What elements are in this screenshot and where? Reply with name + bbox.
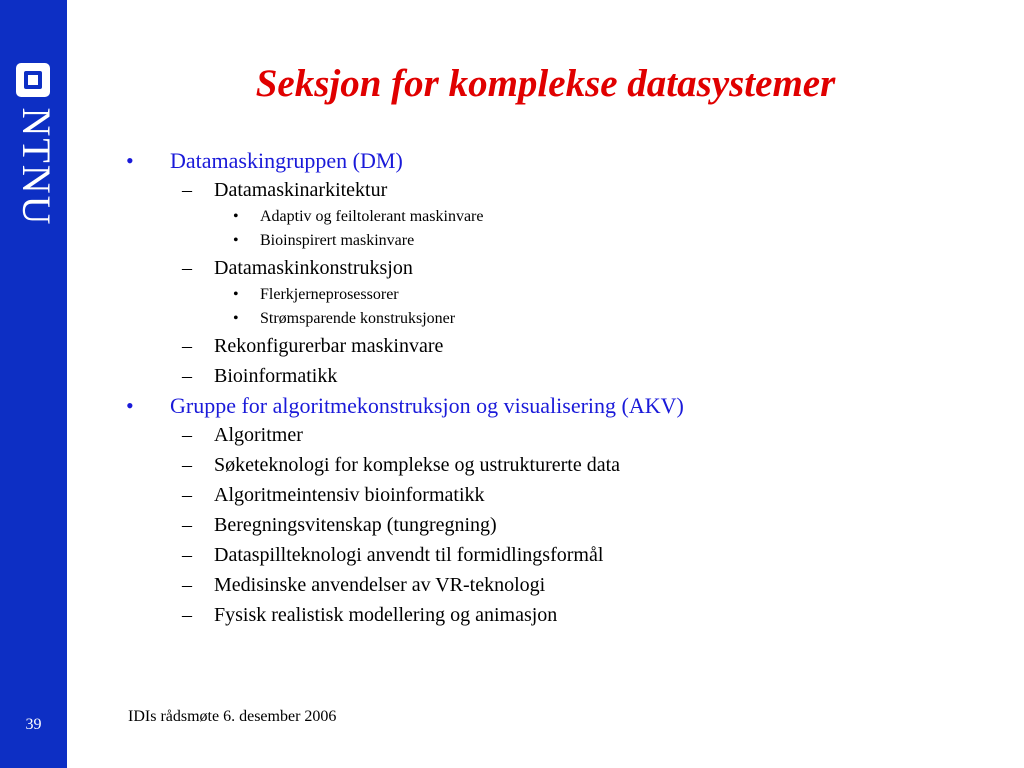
bullet-item-level-2 (126, 253, 1006, 283)
bullet-item-level-3 (126, 229, 1006, 253)
bullet-text: Søketeknologi for komplekse og ustrukturerte data (214, 454, 621, 476)
bullet-text: Algoritmeintensiv bioinformatikk (214, 484, 485, 506)
bullet-marker: • (233, 286, 239, 303)
bullet-text: Beregningsvitenskap (tungregning) (214, 514, 497, 536)
bullet-text: Datamaskinkonstruksjon (214, 257, 413, 279)
slide-footer: IDIs rådsmøte 6. desember 2006 (128, 708, 337, 725)
bullet-text: Dataspillteknologi anvendt til formidlingsformål (214, 544, 604, 566)
dash-marker: – (182, 604, 192, 626)
slide-number: 39 (25, 716, 42, 733)
bullet-text: Datamaskingruppen (DM) (170, 148, 403, 173)
bullet-item-level-2 (126, 331, 1006, 361)
bullet-item-level-2 (126, 420, 1006, 450)
dash-marker: – (182, 424, 192, 446)
bullet-item-level-3 (126, 283, 1006, 307)
bullet-marker: • (126, 148, 134, 173)
bullet-text: Flerkjerneprosessorer (260, 286, 399, 303)
dash-marker: – (182, 544, 192, 566)
bullet-marker: • (233, 310, 239, 327)
bullet-item-level-2 (126, 570, 1006, 600)
bullet-text: Strømsparende konstruksjoner (260, 310, 456, 327)
bullet-item-level-2 (126, 175, 1006, 205)
bullet-marker: • (233, 208, 239, 225)
dash-marker: – (182, 257, 192, 279)
dash-marker: – (182, 179, 192, 201)
bullet-item-level-2 (126, 540, 1006, 570)
dash-marker: – (182, 484, 192, 506)
bullet-text: Algoritmer (214, 424, 303, 446)
ntnu-logo-text: NTNU (14, 107, 59, 227)
bullet-text: Adaptiv og feiltolerant maskinvare (260, 208, 484, 225)
bullet-item-level-2 (126, 600, 1006, 630)
bullet-item-level-1 (126, 146, 1006, 175)
bullet-marker: • (126, 393, 134, 418)
bullet-item-level-1 (126, 391, 1006, 420)
bullet-text: Fysisk realistisk modellering og animasjon (214, 604, 558, 626)
bullet-text: Gruppe for algoritmekonstruksjon og visualisering (AKV) (170, 393, 684, 418)
bullet-item-level-2 (126, 510, 1006, 540)
slide-title: Seksjon for komplekse datasystemer (255, 62, 836, 105)
bullet-item-level-3 (126, 307, 1006, 331)
bullet-text: Rekonfigurerbar maskinvare (214, 335, 444, 357)
bullet-text: Bioinformatikk (214, 365, 338, 387)
bullet-marker: • (233, 232, 239, 249)
bullet-item-level-2 (126, 361, 1006, 391)
dash-marker: – (182, 365, 192, 387)
dash-marker: – (182, 454, 192, 476)
bullet-list (126, 146, 1006, 630)
ntnu-sidebar (0, 0, 67, 768)
dash-marker: – (182, 574, 192, 596)
ntnu-logo-icon (16, 63, 50, 97)
bullet-item-level-2 (126, 480, 1006, 510)
bullet-text: Bioinspirert maskinvare (260, 232, 415, 249)
bullet-item-level-2 (126, 450, 1006, 480)
bullet-item-level-3 (126, 205, 1006, 229)
bullet-text: Medisinske anvendelser av VR-teknologi (214, 574, 546, 596)
dash-marker: – (182, 514, 192, 536)
dash-marker: – (182, 335, 192, 357)
bullet-text: Datamaskinarkitektur (214, 179, 388, 201)
